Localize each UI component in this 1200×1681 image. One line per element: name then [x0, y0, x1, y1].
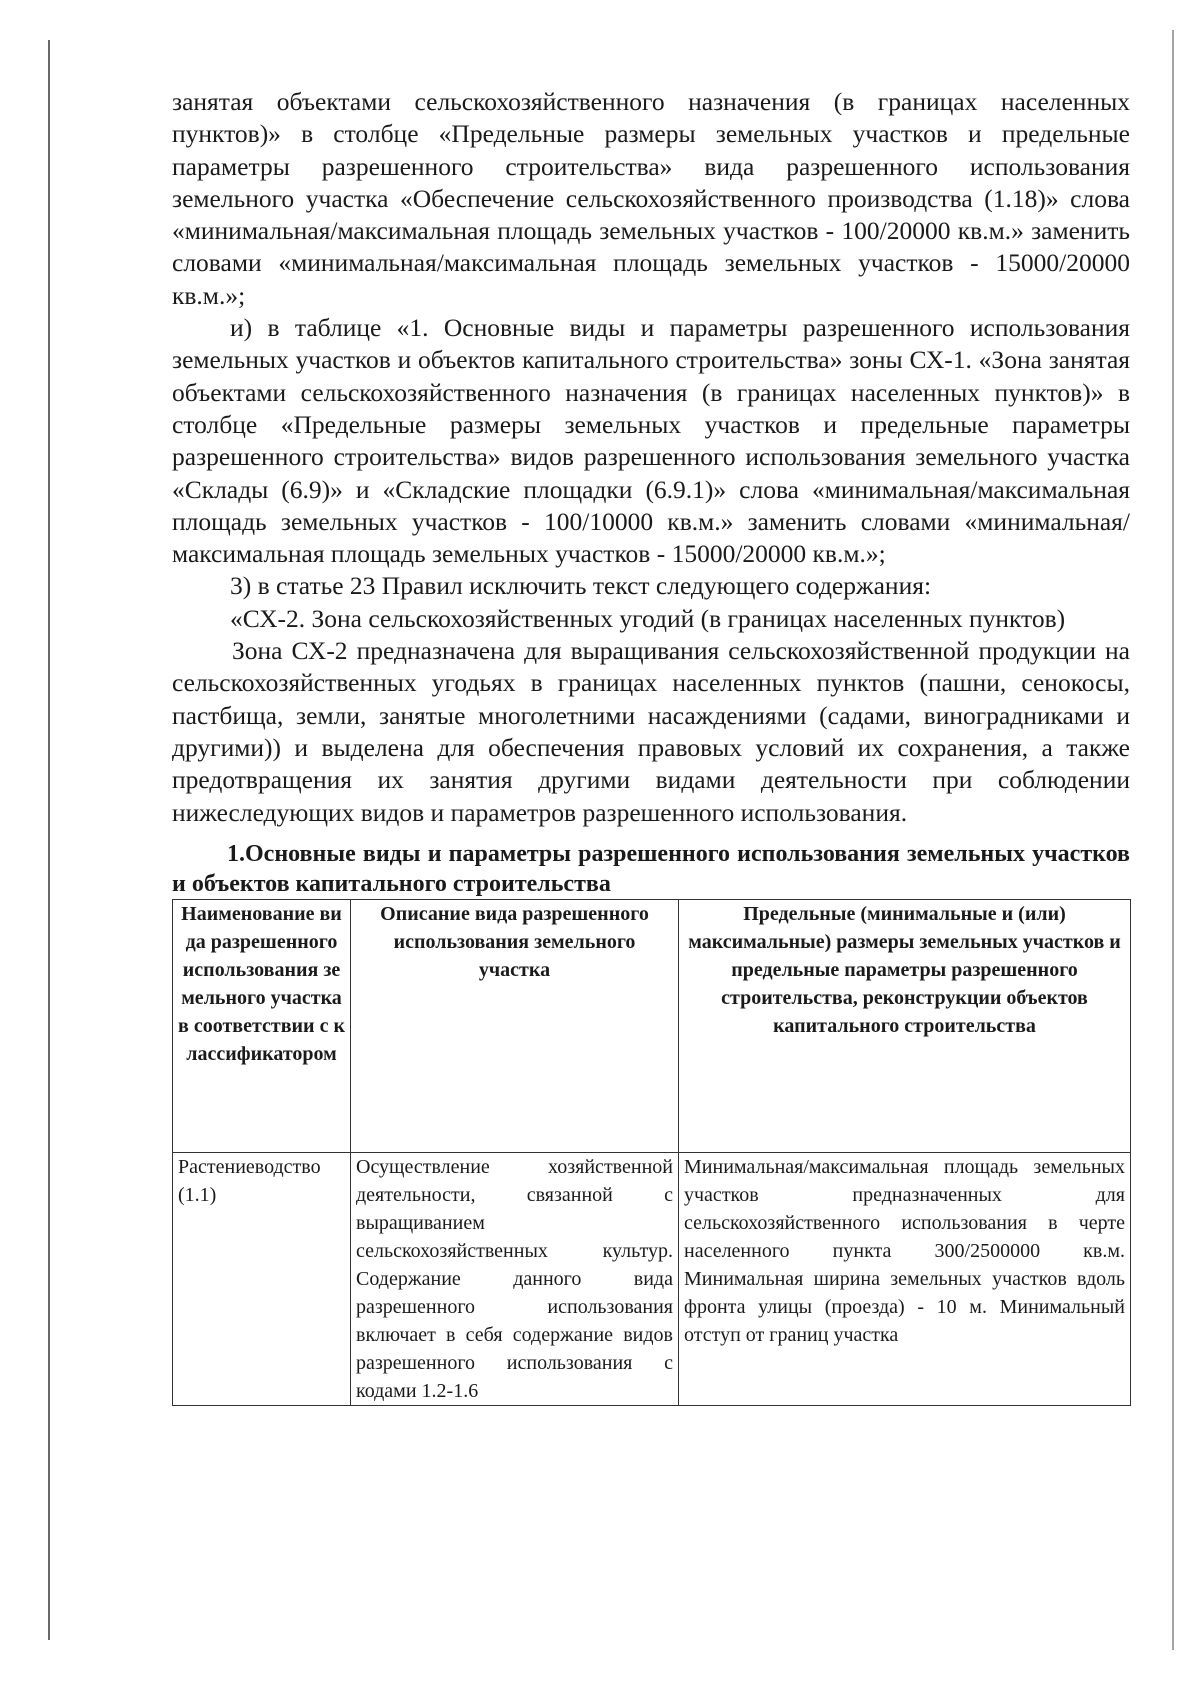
paragraph-zone-title: «СХ-2. Зона сельскохозяйственных угодий (в границах населенных пунктов) [230, 603, 1066, 633]
cell-limits: Минимальная/максимальная площадь земельных участков предназначенных для сельскохозяйственного использования в черте населенного пункта 300/2500000 кв.м. Минимальная ширина земельных участков вдоль фронта улицы (проезда) - 10 м. Минимальный отступ от границ участка [679, 1152, 1131, 1405]
paragraph-continuation: занятая объектами сельскохозяйственного назначения (в границах населенных пунктов)» в столбце «Предельные размеры земельных участков и предельные параметры разрешенного строительства» вида разрешенного использования земельного участка «Обеспечение сельскохозяйственного производства (1.18)» слова «минимальная/максимальная площадь земельных участков - 100/20000 кв.м.» заменить словами «минимальная/максимальная площадь земельных участков - 15000/20000 кв.м.»; [172, 87, 1130, 310]
header-name: Наименование вида разрешенного использования земельного участка в соответствии с классификатором [173, 899, 351, 1152]
zoning-table [172, 899, 1131, 1406]
header-description: Описание вида разрешенного использования земельного участка [351, 899, 679, 1152]
section-title: 1.Основные виды и параметры разрешенного использования земельных участков и объектов капитального строительства [172, 840, 1130, 897]
paragraph-zone-description: Зона СХ-2 предназначена для выращивания сельскохозяйственной продукции на сельскохозяйственных угодьях в границах населенных пунктов (пашни, сенокосы, пастбища, земли, занятые многолетними насаждениями (садами, виноградниками и другими)) и выделена для обеспечения правовых условий их сохранения, а также предотвращения их занятия другими видами деятельности при соблюдении нижеследующих видов и параметров разрешенного использования. [172, 636, 1130, 827]
document-page [172, 86, 1130, 1406]
cell-name: Растениеводство (1.1) [173, 1152, 351, 1405]
table-row [173, 1152, 1131, 1405]
scan-edge-right [1172, 30, 1174, 1650]
paragraph-item-3: 3) в статье 23 Правил исключить текст следующего содержания: [230, 571, 932, 601]
scan-edge-left [48, 40, 50, 1640]
header-limits: Предельные (минимальные и (или) максимальные) размеры земельных участков и предельные параметры разрешенного строительства, реконструкции объектов капитального строительства [679, 899, 1131, 1152]
cell-description: Осуществление хозяйственной деятельности, связанной с выращиванием сельскохозяйственных культур. Содержание данного вида разрешенного использования включает в себя содержание видов разрешенного использования с кодами 1.2-1.6 [351, 1152, 679, 1405]
table-header-row [173, 899, 1131, 1152]
paragraph-item-i: и) в таблице «1. Основные виды и параметры разрешенного использования земельных участков и объектов капитального строительства» зоны СХ-1. «Зона занятая объектами сельскохозяйственного назначения (в границах населенных пунктов)» в столбце «Предельные размеры земельных участков и предельные параметры разрешенного строительства» видов разрешенного использования земельного участка «Склады (6.9)» и «Складские площадки (6.9.1)» слова «минимальная/максимальная площадь земельных участков - 100/10000 кв.м.» заменить словами «минимальная/максимальная площадь земельных участков - 15000/20000 кв.м.»; [172, 313, 1130, 569]
